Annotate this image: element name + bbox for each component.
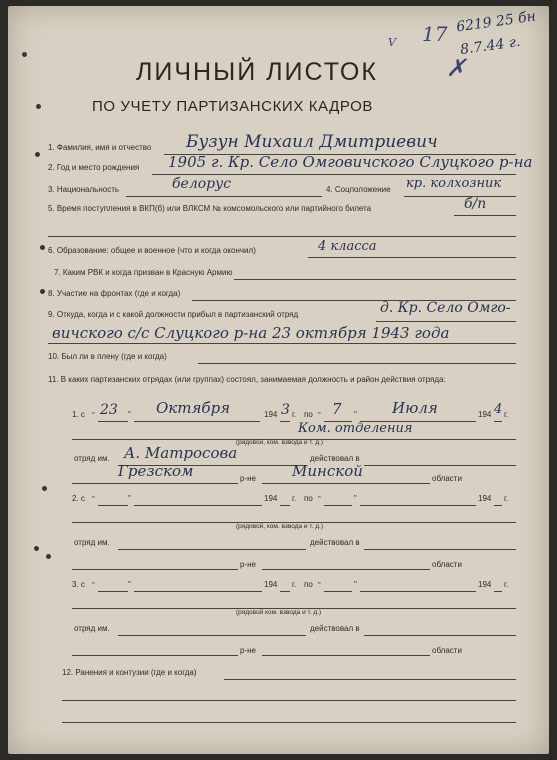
- binder-hole: [36, 104, 41, 109]
- field-2-value: 1905 г. Кр. Село Омговичского Слуцкого р-на: [168, 153, 533, 171]
- unit-1-month-to: Июля: [392, 399, 438, 417]
- field-9-label: 9. Откуда, когда и с какой должности прибыл в партизанский отряд: [48, 310, 299, 319]
- corner-v: V: [388, 36, 396, 49]
- field-8-label: 8. Участие на фронтах (где и когда): [48, 289, 181, 298]
- unit-3-role-caption: (рядовой ком. взвода и т. д.): [236, 609, 322, 616]
- corner-note-1: 6219 25 бн: [455, 8, 537, 36]
- field-3-label: 3. Национальность: [48, 185, 120, 194]
- field-6-value: 4 класса: [318, 239, 377, 254]
- unit-2-role-caption: (рядовой, ком. взвода и т. д.): [236, 523, 323, 530]
- field-4-value: кр. колхозник: [406, 176, 502, 191]
- corner-note-2: 8.7.44 г.: [459, 33, 522, 59]
- field-1-value: Бузун Михаил Дмитриевич: [186, 132, 438, 152]
- binder-hole: [35, 152, 40, 157]
- unit-1-region: Минской: [292, 462, 363, 480]
- document-sheet: 17 V 6219 25 бн 8.7.44 г. ✗ ЛИЧНЫЙ ЛИСТОК ПО УЧЕТУ ПАРТИЗАНСКИХ КАДРОВ 1. Фамилия, имя и отчество Бузун Михаил Дмитриевич 2. Год и место рождения 1905 г. Кр. Село Омговичского Слуцкого р-на 3. Национальность белорус 4. Соцположение кр. колхозник 5. Время поступления в ВКП(б) или ВЛКСМ № комсомольского или партийного билета б/п 6. Образование: общее и военное (что и когда окончил) 4 класса 7. Каким РВК и когда призван в Красную Армию 8. Участие на фронтах (где и когда) 9. Откуда, когда и с какой должности прибыл в партизанский отряд д. Кр. Село Омго- вичского с/с Слуцкого р-на 23 октября 1943 года 10. Был ли в плену (где и когда) 11. В каких партизанских отрядах (или группах) состоял, занимаемая должность и район действия отряда: 1. с „ 23 " Октября 194 3 г. по „ 7 " Июля 194 4 г. Ком. отделения (рядовой, ком. взвода и т. д.) отряд им. А. Матросова действовал в Грезском р-не Минской области 2. с „ " 194 г. по „ " 194 г. (рядовой, ком. взвода и т. д.) отряд им. действовал в р-не области 3. с „ " 194 г. по „ " 194 г. (рядовой ком. взвода и т. д.) отряд им. действовал в р-не области 12. Ранения и контузии (где и когда): [8, 6, 549, 754]
- unit-3-prefix: 3. с: [72, 580, 85, 589]
- unit-1-district: Грезском: [118, 462, 194, 480]
- field-10-label: 10. Был ли в плену (где и когда): [48, 352, 167, 361]
- page-title: ЛИЧНЫЙ ЛИСТОК: [136, 58, 378, 86]
- binder-hole: [46, 554, 51, 559]
- unit-1-unit-name: А. Матросова: [124, 444, 238, 462]
- unit-1-role-caption: (рядовой, ком. взвода и т. д.): [236, 439, 323, 446]
- unit-1-prefix: 1. с: [72, 410, 85, 419]
- field-12-label: 12. Ранения и контузии (где и когда): [62, 668, 197, 677]
- cross-mark: ✗: [446, 54, 467, 82]
- unit-1-month-from: Октября: [156, 399, 231, 417]
- unit-1-day-from: 23: [100, 402, 118, 418]
- field-9-value-1: д. Кр. Село Омго-: [380, 300, 511, 316]
- field-5-label: 5. Время поступления в ВКП(б) или ВЛКСМ № комсомольского или партийного билета: [48, 204, 372, 213]
- page-subtitle: ПО УЧЕТУ ПАРТИЗАНСКИХ КАДРОВ: [92, 98, 374, 115]
- binder-hole: [42, 486, 47, 491]
- field-9-value-2: вичского с/с Слуцкого р-на 23 октября 1943 года: [52, 324, 450, 342]
- field-11-label: 11. В каких партизанских отрядах (или группах) состоял, занимаемая должность и район действия отряда:: [48, 375, 446, 384]
- unit-2-unit-label: отряд им.: [74, 538, 110, 547]
- unit-1-year-to: 4: [494, 402, 503, 417]
- unit-2-prefix: 2. с: [72, 494, 85, 503]
- field-3-value: белорус: [172, 176, 232, 192]
- unit-1-unit-label: отряд им.: [74, 454, 110, 463]
- unit-1-year-from: 3: [281, 402, 290, 418]
- field-1-label: 1. Фамилия, имя и отчество: [48, 143, 152, 152]
- field-6-label: 6. Образование: общее и военное (что и когда окончил): [48, 246, 256, 255]
- binder-hole: [34, 546, 39, 551]
- binder-hole: [40, 245, 45, 250]
- binder-hole: [40, 289, 45, 294]
- field-2-label: 2. Год и место рождения: [48, 163, 140, 172]
- field-7-label: 7. Каким РВК и когда призван в Красную Армию: [54, 268, 233, 277]
- unit-3-unit-label: отряд им.: [74, 624, 110, 633]
- field-4-label: 4. Соцположение: [326, 185, 391, 194]
- binder-hole: [22, 52, 27, 57]
- corner-mark: 17: [422, 22, 448, 46]
- unit-1-day-to: 7: [332, 400, 342, 418]
- unit-1-role: Ком. отделения: [298, 421, 413, 436]
- field-5-value: б/п: [464, 196, 487, 212]
